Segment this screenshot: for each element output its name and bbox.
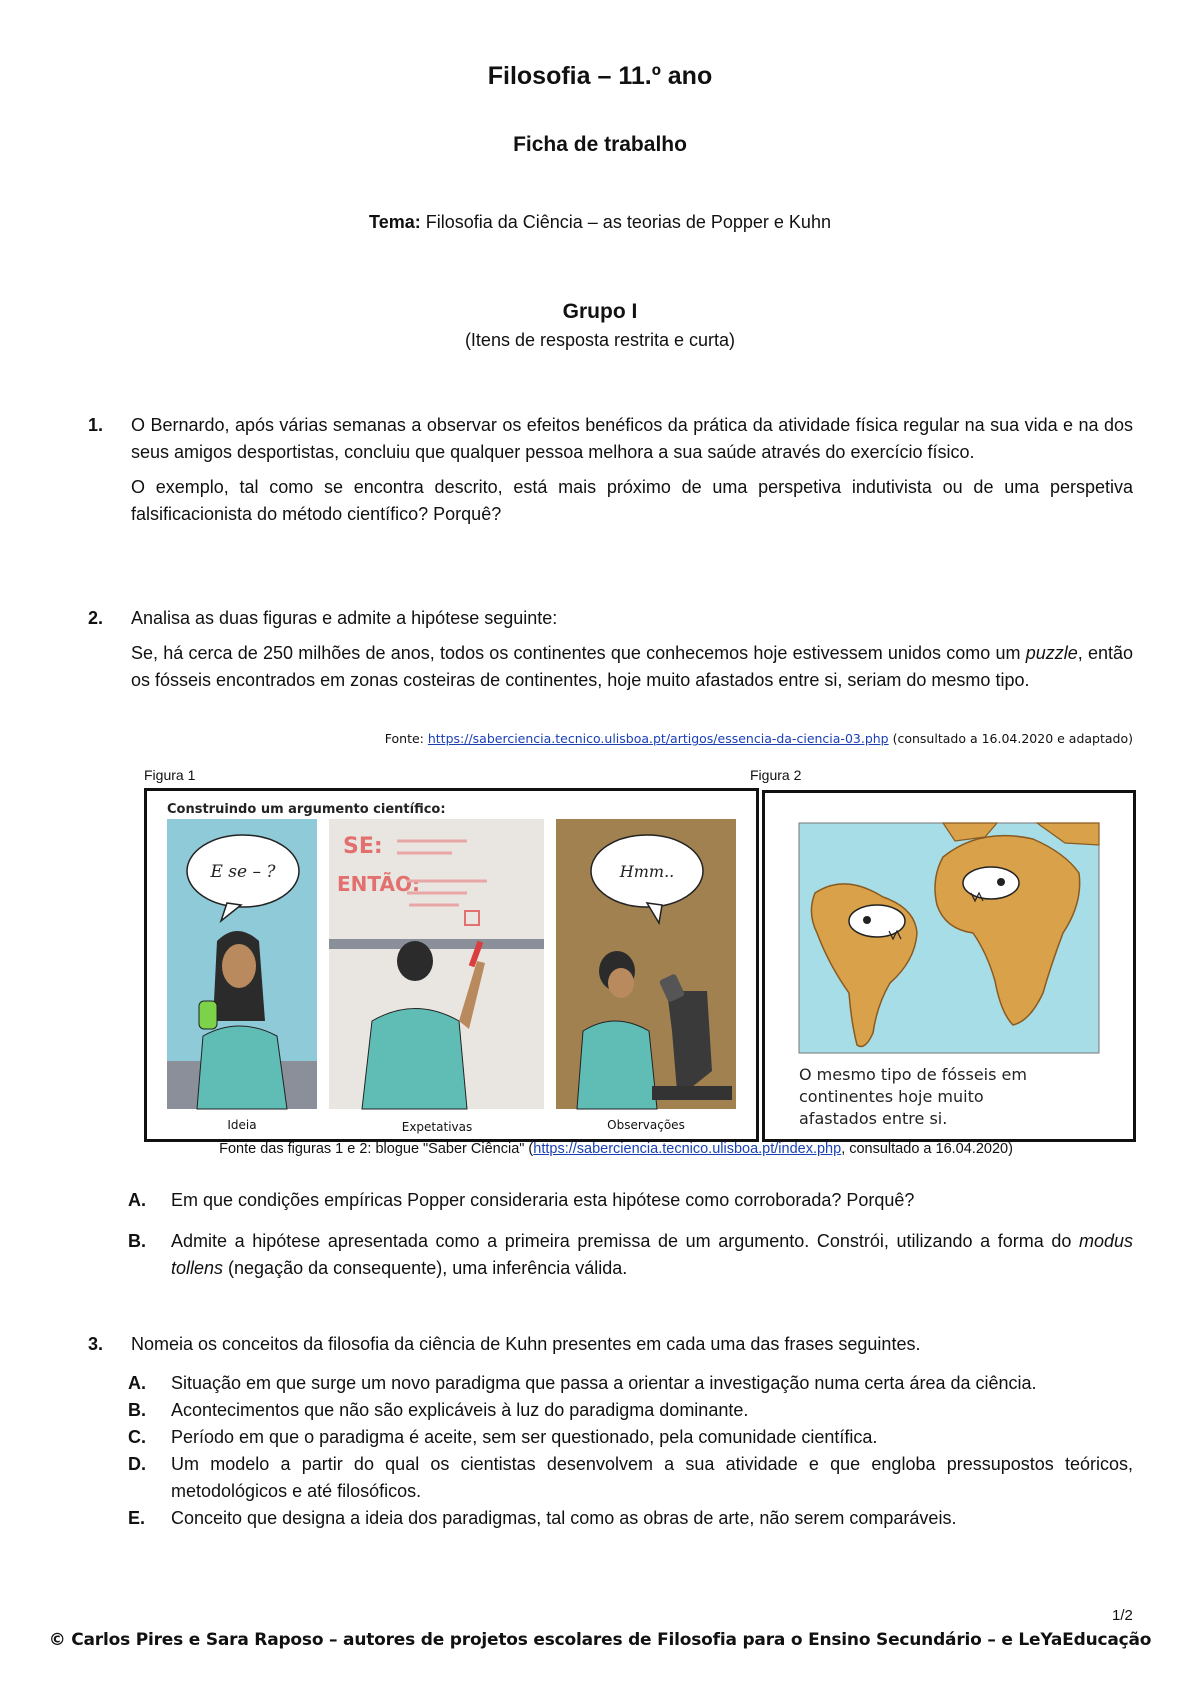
figure-2-map bbox=[762, 790, 1136, 1142]
item-text: Acontecimentos que não são explicáveis à luz do paradigma dominante. bbox=[171, 1400, 749, 1420]
comic-illustration bbox=[147, 791, 756, 1139]
question-2-item-a bbox=[128, 1187, 1133, 1214]
hypothesis-italic: puzzle bbox=[1025, 643, 1078, 663]
figure-1-comic bbox=[144, 788, 759, 1142]
item-letter: E. bbox=[128, 1508, 146, 1528]
speech-bubble-text: Hmm.. bbox=[619, 862, 675, 881]
figures-source bbox=[0, 1141, 1200, 1157]
board-if: SE: bbox=[343, 834, 383, 859]
panel-label-expectations: Expetativas bbox=[401, 1120, 473, 1134]
source-suffix: (consultado a 16.04.2020 e adaptado) bbox=[888, 731, 1133, 746]
panel-observations bbox=[556, 819, 736, 1109]
group-subtitle: (Itens de resposta restrita e curta) bbox=[464, 330, 736, 350]
item-text: Em que condições empíricas Popper consideraria esta hipótese como corroborada? Porquê? bbox=[171, 1190, 915, 1210]
group-title: Grupo I bbox=[562, 300, 638, 323]
question-prompt: O exemplo, tal como se encontra descrito, está mais próximo de uma perspetiva indutivista ou de uma perspetiva falsificacionista do método científico? Porquê? bbox=[131, 477, 1133, 524]
item-letter: A. bbox=[128, 1190, 146, 1210]
page-footer: © Carlos Pires e Sara Raposo – autores de projetos escolares de Filosofia para o Ensino Secundário – e LeYaEducação bbox=[48, 1630, 1152, 1650]
item-letter: A. bbox=[128, 1373, 146, 1393]
figures-source-suffix: , consultado a 16.04.2020) bbox=[841, 1141, 1013, 1157]
item-text: Período em que o paradigma é aceite, sem ser questionado, pela comunidade científica. bbox=[171, 1427, 878, 1447]
item-letter: D. bbox=[128, 1454, 146, 1474]
question-number: 1. bbox=[88, 415, 104, 435]
panel-idea bbox=[167, 819, 317, 1109]
question-text: Analisa as duas figuras e admite a hipótese seguinte: bbox=[131, 608, 558, 628]
item-text-part: Admite a hipótese apresentada como a primeira premissa de um argumento. Constrói, utilizando a forma do bbox=[171, 1231, 1079, 1251]
speech-bubble-text: E se – ? bbox=[210, 862, 276, 882]
map-caption-line-3: afastados entre si. bbox=[799, 1109, 948, 1128]
comic-title: Construindo um argumento científico: bbox=[167, 802, 446, 817]
list-item bbox=[128, 1370, 1133, 1397]
item-letter: B. bbox=[128, 1400, 146, 1420]
item-letter: B. bbox=[128, 1231, 146, 1251]
question-3-items bbox=[128, 1370, 1133, 1532]
panel-expectations bbox=[329, 819, 544, 1109]
page-title: Filosofia – 11.º ano bbox=[487, 62, 713, 90]
source-link[interactable]: https://saberciencia.tecnico.ulisboa.pt/artigos/essencia-da-ciencia-03.php bbox=[427, 731, 889, 746]
theme-text: Filosofia da Ciência – as teorias de Popper e Kuhn bbox=[420, 212, 831, 232]
hypothesis-text bbox=[131, 640, 1133, 694]
question-3 bbox=[88, 1331, 1133, 1366]
item-text: Conceito que designa a ideia dos paradigmas, tal como as obras de arte, não serem comparáveis. bbox=[171, 1508, 957, 1528]
hypothesis-part: Se, há cerca de 250 milhões de anos, todos os continentes que conhecemos hoje estivessem unidos como um bbox=[131, 643, 1026, 663]
panel-label-observations: Observações bbox=[607, 1118, 685, 1132]
figures-source-prefix: Fonte das figuras 1 e 2: blogue "Saber Ciência" ( bbox=[219, 1141, 534, 1157]
figure-2-label: Figura 2 bbox=[750, 767, 802, 783]
continent-map-illustration bbox=[765, 793, 1133, 1139]
list-item bbox=[128, 1424, 1133, 1451]
figures-source-link[interactable]: https://saberciencia.tecnico.ulisboa.pt/index.php bbox=[533, 1141, 842, 1157]
question-1 bbox=[88, 412, 1133, 536]
page-number: 1/2 bbox=[1112, 1607, 1133, 1624]
list-item bbox=[128, 1451, 1133, 1505]
question-number: 3. bbox=[88, 1334, 104, 1354]
page-subtitle: Ficha de trabalho bbox=[513, 133, 687, 156]
question-number: 2. bbox=[88, 608, 104, 628]
question-2 bbox=[88, 605, 1133, 702]
source-prefix: Fonte: bbox=[384, 731, 428, 746]
theme-line bbox=[0, 212, 1200, 233]
panel-label-idea: Ideia bbox=[227, 1118, 257, 1132]
item-letter: C. bbox=[128, 1427, 146, 1447]
theme-label: Tema: bbox=[369, 212, 421, 232]
list-item bbox=[128, 1505, 1133, 1532]
board-then: ENTÃO: bbox=[337, 872, 420, 896]
item-text bbox=[171, 1228, 1133, 1282]
map-caption-line-2: continentes hoje muito bbox=[799, 1087, 984, 1106]
map-caption-line-1: O mesmo tipo de fósseis em bbox=[799, 1065, 1027, 1084]
item-text-part: (negação da consequente), uma inferência válida. bbox=[223, 1258, 628, 1278]
question-2-item-b bbox=[128, 1228, 1133, 1282]
question-text: O Bernardo, após várias semanas a observar os efeitos benéficos da prática da atividade física regular na sua vida e na dos seus amigos desportistas, concluiu que qualquer pessoa melhora a sua saúde através do exercício físico. bbox=[131, 415, 1133, 462]
list-item bbox=[128, 1397, 1133, 1424]
question-text: Nomeia os conceitos da filosofia da ciência de Kuhn presentes em cada uma das frases seguintes. bbox=[131, 1334, 921, 1354]
source-citation bbox=[385, 731, 1133, 746]
hypothesis-part: , então os fósseis encontrados em zonas costeiras de continentes, hoje muito afastados entre si, seriam do mesmo tipo. bbox=[131, 643, 1133, 690]
figure-1-label: Figura 1 bbox=[144, 767, 196, 783]
item-text: Situação em que surge um novo paradigma que passa a orientar a investigação numa certa área da ciência. bbox=[171, 1373, 1037, 1393]
item-text: Um modelo a partir do qual os cientistas desenvolvem a sua atividade e que engloba pressupostos teóricos, metodológicos e até filosóficos. bbox=[171, 1454, 1133, 1501]
item-text-italic: modus tollens bbox=[171, 1231, 1133, 1278]
